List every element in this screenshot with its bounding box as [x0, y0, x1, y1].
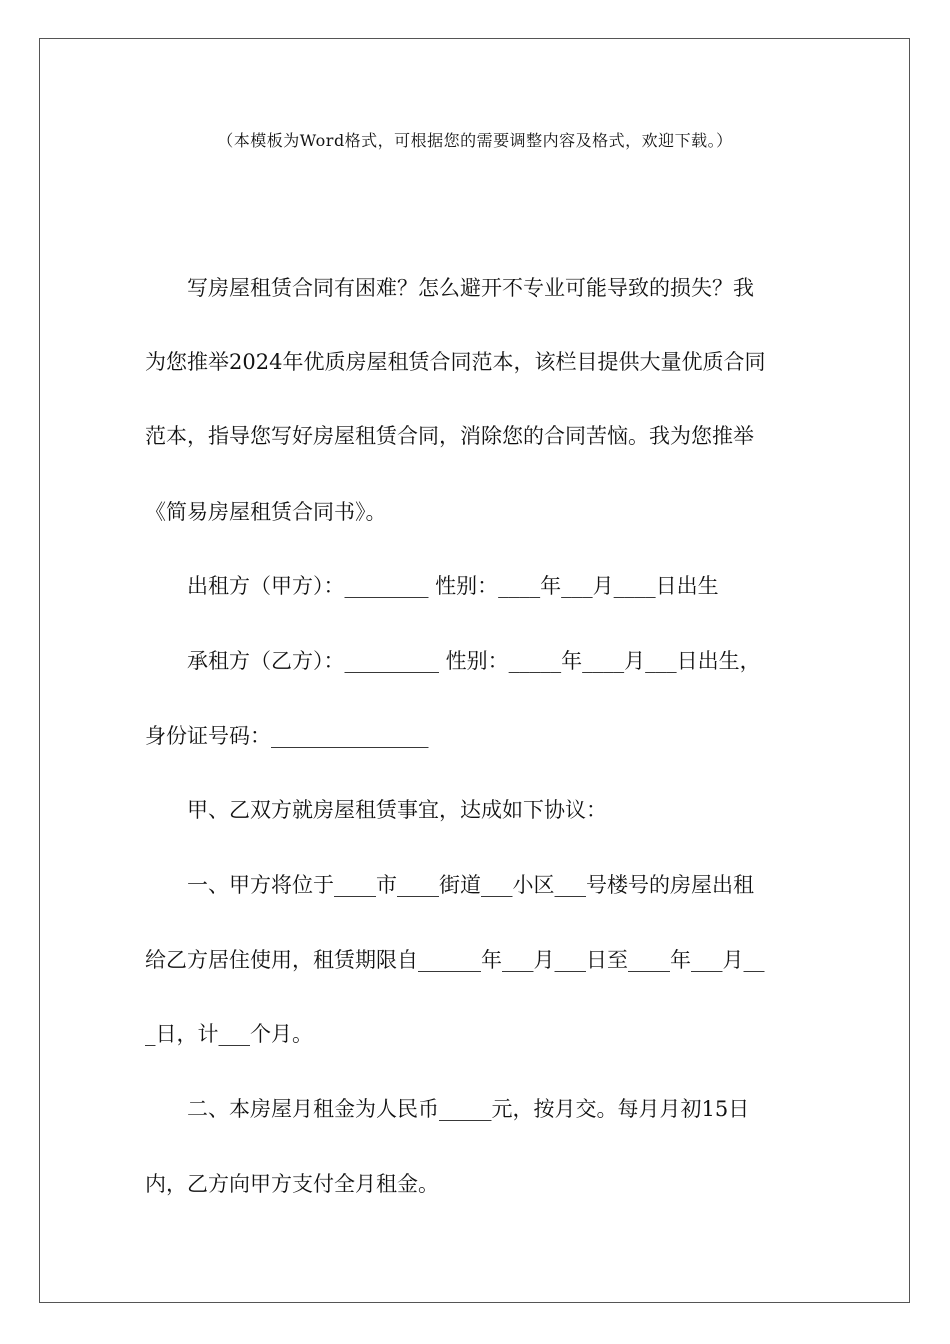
clause-two-line: 二、本房屋月租金为人民币_____元，按月交。每月月初15日: [145, 1097, 750, 1121]
clause-two-line: 内，乙方向甲方支付全月租金。: [145, 1172, 439, 1196]
clause-one-line: _日，计___个月。: [145, 1022, 313, 1046]
paragraph-line: 为您推举2024年优质房屋租赁合同范本，该栏目提供大量优质合同: [145, 350, 766, 374]
paragraph-line: 写房屋租赁合同有困难？怎么避开不专业可能导致的损失？我: [145, 276, 754, 300]
agreement-intro-line: 甲、乙双方就房屋租赁事宜，达成如下协议：: [145, 798, 607, 822]
paragraph-line: 《简易房屋租赁合同书》。: [145, 500, 387, 524]
template-notice: （本模板为Word格式，可根据您的需要调整内容及格式，欢迎下载。）: [217, 131, 733, 150]
id-number-line: 身份证号码：_______________: [145, 724, 429, 748]
clause-one-line: 给乙方居住使用，租赁期限自______年___月___日至____年___月__: [145, 948, 765, 972]
paragraph-line: 范本，指导您写好房屋租赁合同，消除您的合同苦恼。我为您推举: [145, 424, 754, 448]
lessee-line: 承租方（乙方）：_________ 性别：_____年____月___日出生，: [145, 649, 761, 673]
clause-one-line: 一、甲方将位于____市____街道___小区___号楼号的房屋出租: [145, 873, 754, 897]
lessor-line: 出租方（甲方）：________ 性别：____年___月____日出生: [145, 574, 719, 598]
